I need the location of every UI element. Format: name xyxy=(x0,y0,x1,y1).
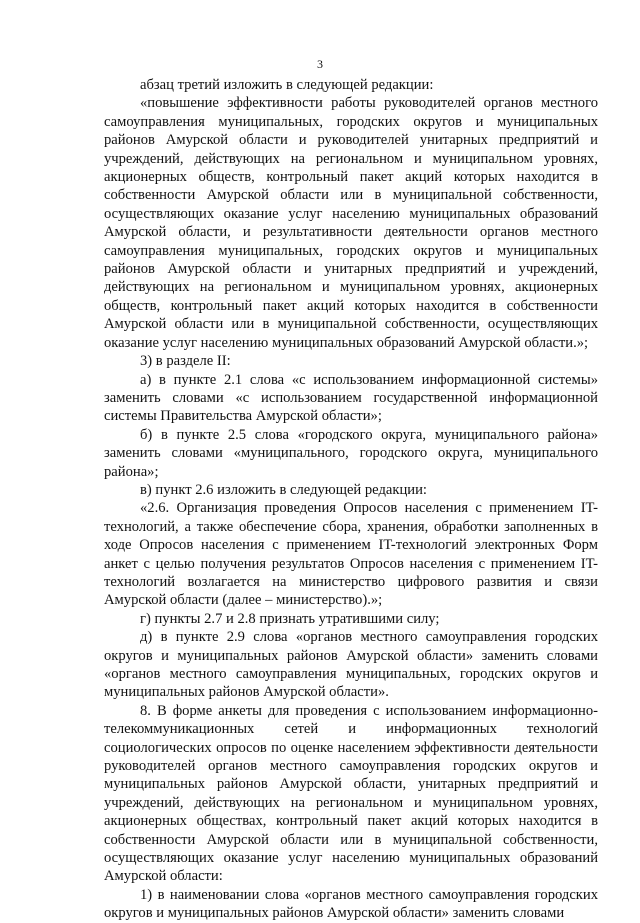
paragraph-amendment-intro: абзац третий изложить в следующей редакции: xyxy=(140,77,434,93)
page-number: 3 xyxy=(317,57,323,71)
paragraph-point-8: 8. В форме анкеты для проведения с использованием информационно-телекоммуникационных сетей и информационных технологий социологических опросов по оценке населением эффективности деятельности руководителей органов местного самоуправления городских округов и муниципальных районов Амурской области, унитарных предприятий и учреждений, действующих на региональном и муниципальном уровнях, акционерных обществах, контрольный пакет акций которых находится в собственности Амурской области или в муниципальной собственности, осуществляющих оказание услуг населению муниципальных образований Амурской области: xyxy=(104,702,598,885)
paragraph-quoted-text: «повышение эффективности работы руководителей органов местного самоуправления муниципальных, городских округов и муниципальных районов Амурской области и руководителей унитарных предприятий и учреждений, действующих на региональном и муниципальном уровнях, акционерных обществ, контрольный пакет акций которых находится в собственности Амурской области или в муниципальной собственности, осуществляющих оказание услуг населению муниципальных образований Амурской области, и результативности деятельности органов местного самоуправления муниципальных, городских округов и муниципальных районов Амурской области и унитарных предприятий и учреждений, действующих на региональном и муниципальном уровнях, акционерных обществ, контрольный пакет акций которых находится в собственности Амурской области или в муниципальной собственности, осуществляющих оказание услуг населению муниципальных образований Амурской области.»; xyxy=(104,95,598,351)
paragraph-item-d: д) в пункте 2.9 слова «органов местного самоуправления городских округов и муниципальных районов Амурской области» заменить словами «органов местного самоуправления муниципальных, городских округов и муниципальных районов Амурской области». xyxy=(104,629,598,701)
paragraph-subitem-1: 1) в наименовании слова «органов местного самоуправления городских округов и муниципальных районов Амурской области» заменить словами xyxy=(104,886,598,922)
paragraph-item-g: г) пункты 2.7 и 2.8 признать утратившими силу; xyxy=(140,610,440,627)
paragraph-item-v: в) пункт 2.6 изложить в следующей редакции: xyxy=(140,481,427,498)
paragraph-section-ii: 3) в разделе II: xyxy=(140,353,231,370)
paragraph-item-b: б) в пункте 2.5 слова «городского округа, муниципального района» заменить словами «муниципального, городского округа, муниципального района»; xyxy=(104,426,598,480)
paragraph-item-a: а) в пункте 2.1 слова «с использованием информационной системы» заменить словами «с использованием государственной информационной системы Правительства Амурской области»; xyxy=(104,371,598,425)
paragraph-clause-2-6: «2.6. Организация проведения Опросов населения с применением IT-технологий, а также обеспечение сбора, хранения, обработки заполненных в ходе Опросов населения с применением IT-технологий электронных Форм анкет с целью получения результатов Опросов населения с применением IT-технологий возлагается на министерство цифрового развития и связи Амурской области (далее – министерство).»; xyxy=(104,500,598,609)
document-body xyxy=(104,76,598,923)
